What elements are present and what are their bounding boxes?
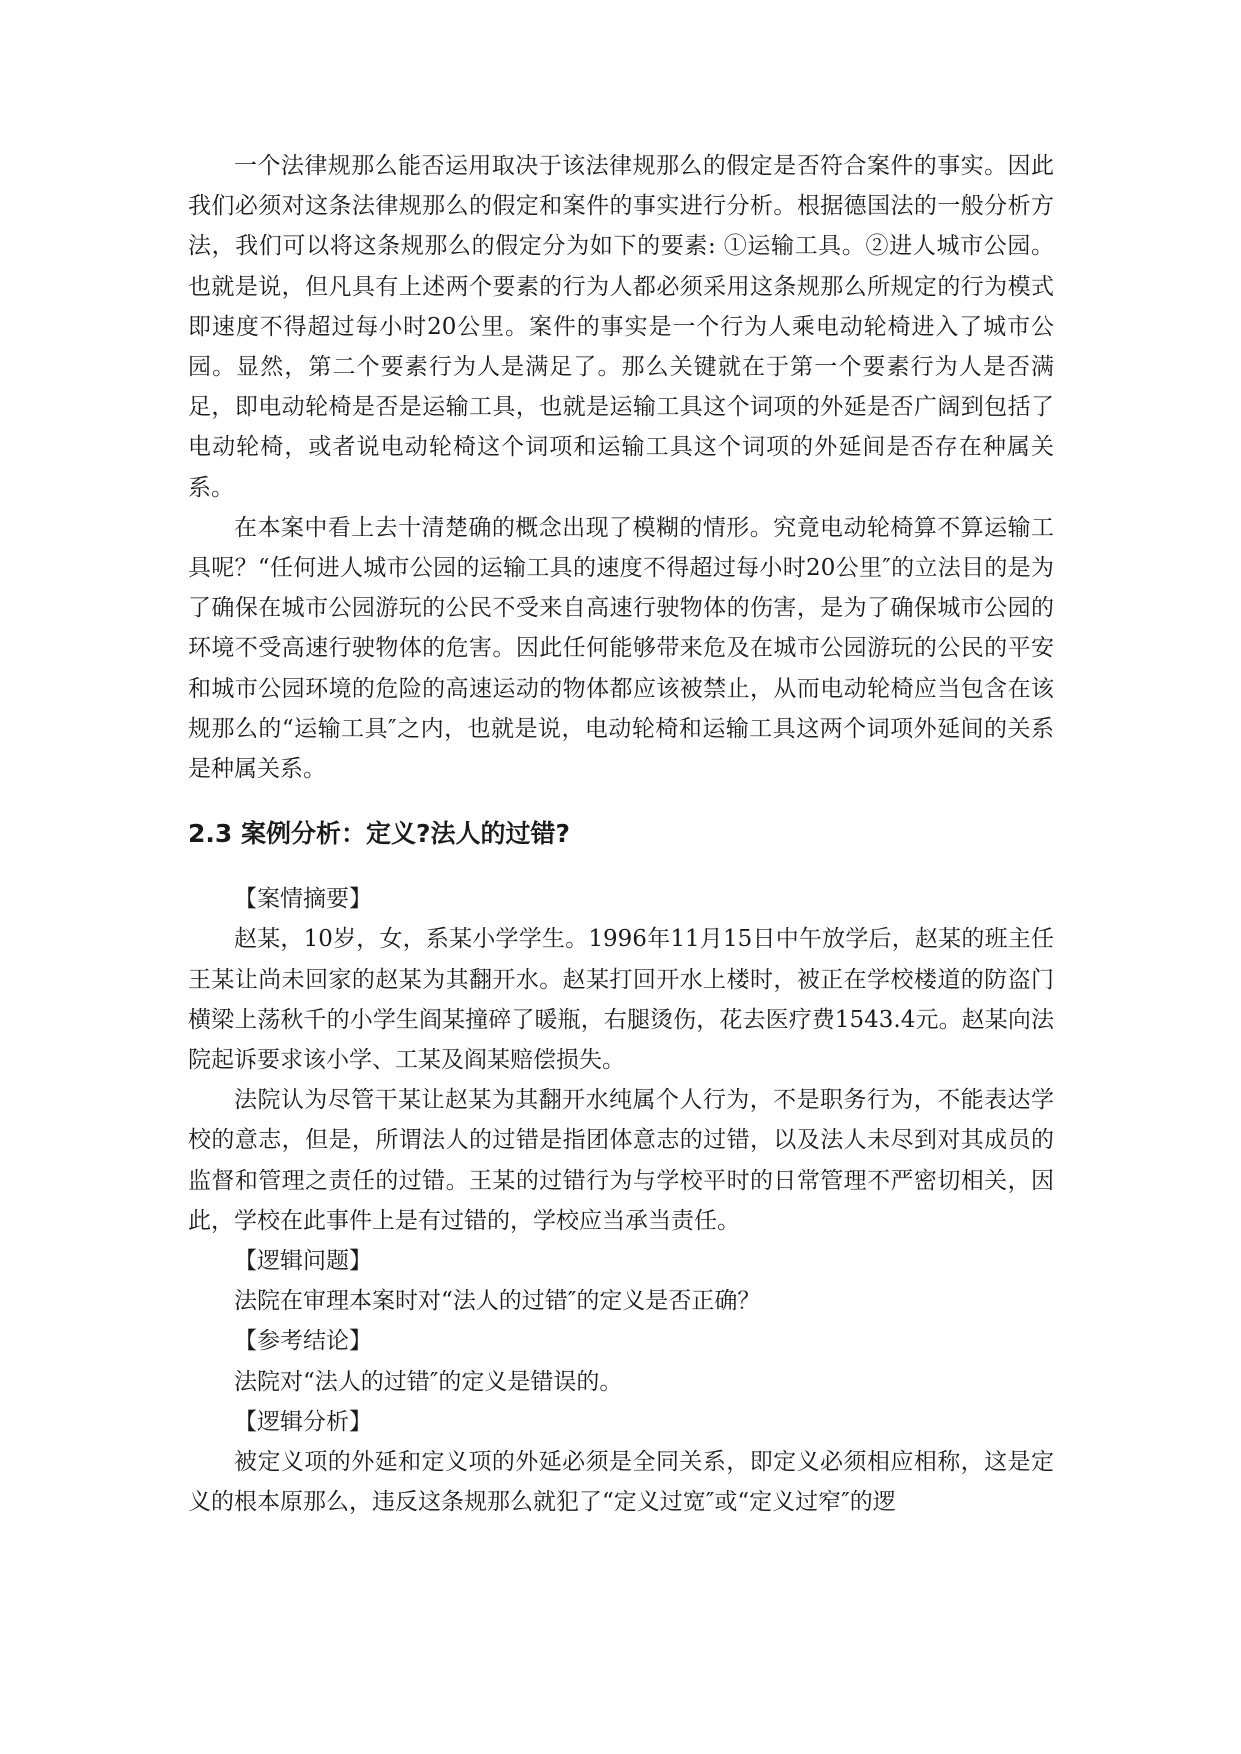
case-summary-facts: 赵某，10岁，女，系某小学学生。1996年11月15日中午放学后，赵某的班主任王某让尚未回家的赵某为其翻开水。赵某打回开水上楼时，被正在学校楼道的防盗门横梁上荡秋千的小学生阎某撞碎了暖瓶，右腿烫伤，花去医疗费1543.4元。赵某向法院起诉要求该小学、工某及阎某赔偿损失。 <box>188 926 1054 1074</box>
document-page <box>188 146 1054 1523</box>
reference-conclusion-text: 法院对“法人的过错″的定义是错误的。 <box>234 1368 623 1395</box>
section-heading: 2.3 案例分析：定义?法人的过错? <box>188 819 570 849</box>
logic-question-text: 法院在审理本案时对“法人的过错″的定义是否正确？ <box>234 1288 761 1315</box>
logic-analysis-text: 被定义项的外延和定义项的外延必须是全同关系，即定义必须相应相称，这是定义的根本原那么，违反这条规那么就犯了“定义过宽″或“定义过窄″的逻 <box>188 1449 1054 1516</box>
case-summary-court-opinion: 法院认为尽管干某让赵某为其翻开水纯属个人行为，不是职务行为，不能表达学校的意志，但是，所谓法人的过错是指团体意志的过错，以及法人未尽到对其成员的监督和管理之责任的过错。王某的过错行为与学校平时的日常管理不严密切相关，因此，学校在此事件上是有过错的，学校应当承当责任。 <box>188 1087 1054 1234</box>
logic-question-label: 【逻辑问题】 <box>234 1248 372 1275</box>
reference-conclusion-label: 【参考结论】 <box>234 1328 372 1355</box>
logic-analysis-label: 【逻辑分析】 <box>234 1408 372 1435</box>
case-summary-label: 【案情摘要】 <box>234 886 372 913</box>
paragraph-wheelchair-analysis: 在本案中看上去十清楚确的概念出现了模糊的情形。究竟电动轮椅算不算运输工具呢？“任何进人城市公园的运输工具的速度不得超过每小时20公里″的立法目的是为了确保在城市公园游玩的公民不受来自高速行驶物体的伤害，是为了确保城市公园的环境不受高速行驶物体的危害。因此任何能够带来危及在城市公园游玩的公民的平安和城市公园环境的危险的高速运动的物体都应该被禁止，从而电动轮椅应当包含在该规那么的“运输工具″之内，也就是说，电动轮椅和运输工具这两个词项外延间的关系是种属关系。 <box>188 514 1054 783</box>
paragraph-law-rule-analysis: 一个法律规那么能否运用取决于该法律规那么的假定是否符合案件的事实。因此我们必须对这条法律规那么的假定和案件的事实进行分析。根据德国法的一般分析方法，我们可以将这条规那么的假定分为如下的要素: ①运输工具。②进人城市公园。也就是说，但凡具有上述两个要素的行为人都必须采用这条规那么所规定的行为模式即速度不得超过每小时20公里。案件的事实是一个行为人乘电动轮椅进入了城市公园。显然，第二个要素行为人是满足了。那么关键就在于第一个要素行为人是否满足，即电动轮椅是否是运输工具，也就是运输工具这个词项的外延是否广阔到包括了电动轮椅，或者说电动轮椅这个词项和运输工具这个词项的外延间是否存在种属关系。 <box>188 153 1054 501</box>
